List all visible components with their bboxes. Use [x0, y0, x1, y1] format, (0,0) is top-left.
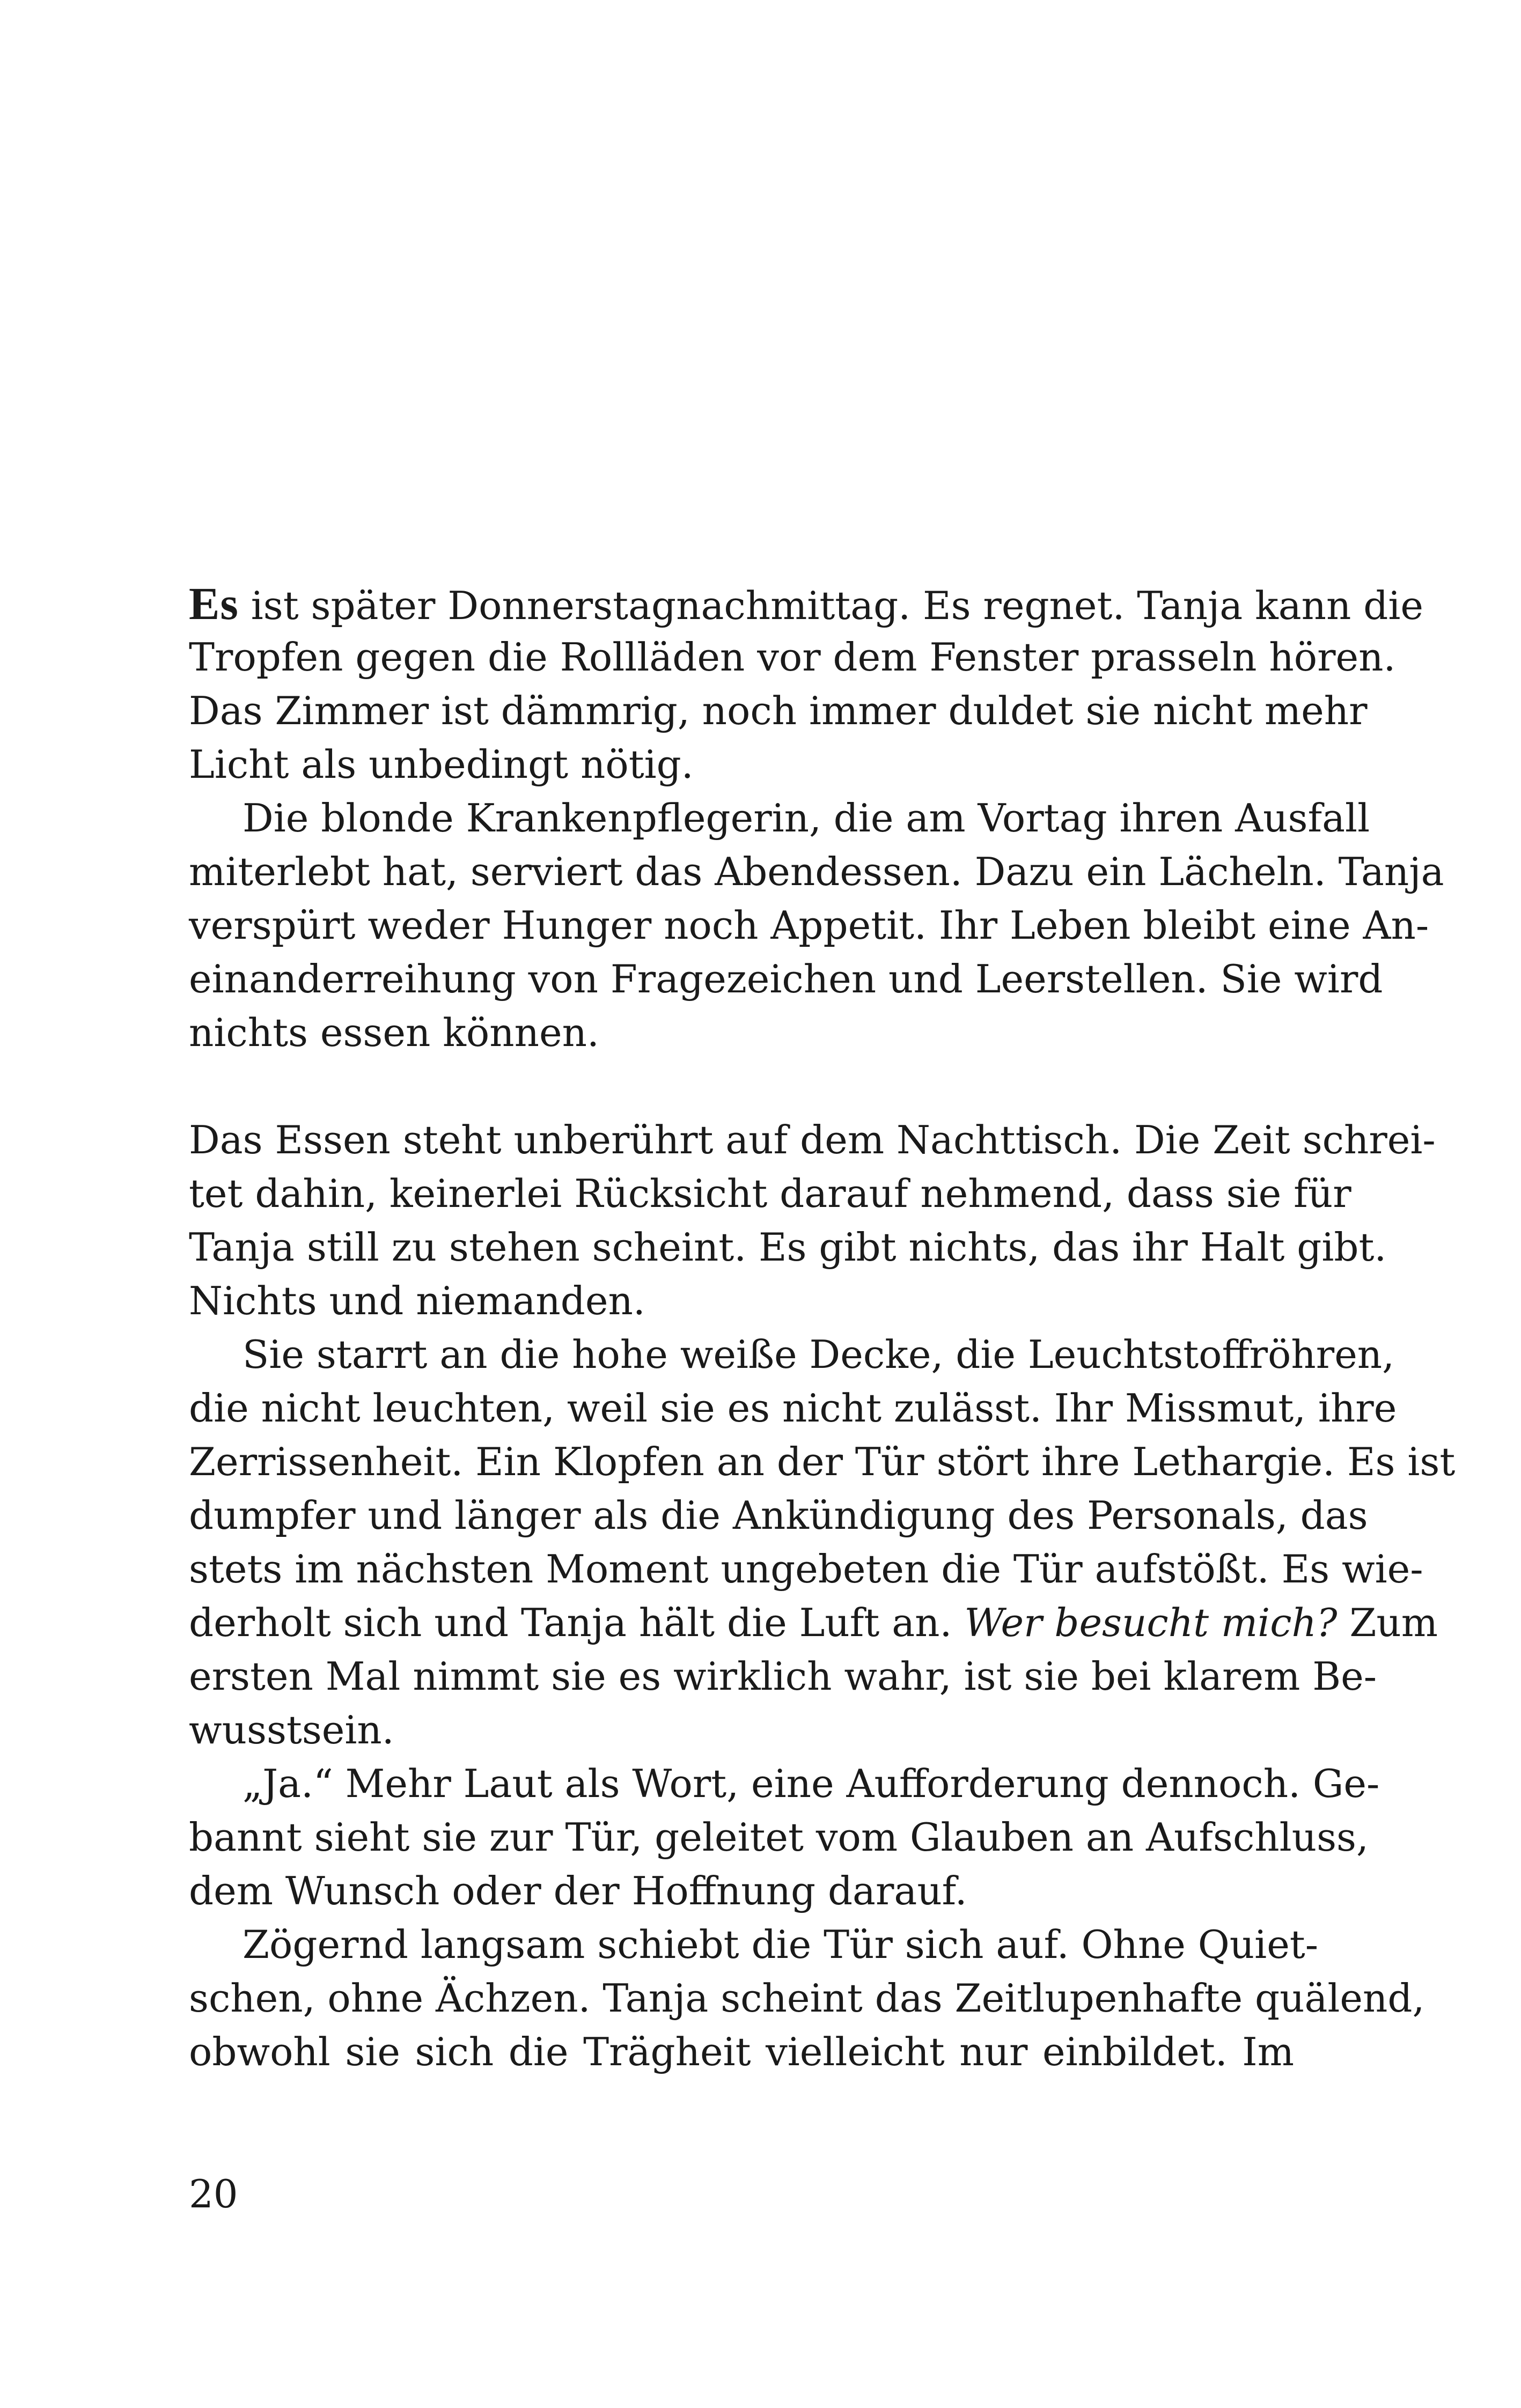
lead-word: Es	[189, 578, 239, 629]
text-line	[189, 845, 1444, 899]
page-number: 20	[189, 2171, 238, 2216]
text-line	[189, 791, 1370, 845]
line-text: Licht als unbedingt nötig.	[189, 742, 694, 787]
text-line	[189, 1596, 1438, 1649]
line-text: Sie starrt an die hohe weiße Decke, die Leuchtstoffröhren,	[243, 1332, 1395, 1377]
line-text: Das Zimmer ist dämmrig, noch immer duldet sie nicht mehr	[189, 688, 1368, 733]
paragraph-gap	[189, 1059, 1294, 1113]
line-text: verspürt weder Hunger noch Appetit. Ihr Leben bleibt eine An-	[189, 903, 1429, 948]
text-line	[189, 1489, 1368, 1542]
text-line	[189, 1328, 1395, 1381]
text-line	[189, 1703, 1294, 1757]
line-text: Die blonde Krankenpflegerin, die am Vortag ihren Ausfall	[243, 796, 1370, 841]
body-text	[189, 577, 1456, 2079]
text-line	[189, 1274, 1294, 1328]
text-line	[189, 1381, 1397, 1435]
text-line	[189, 1542, 1423, 1596]
text-line	[189, 1810, 1369, 1864]
line-text: derholt sich und Tanja hält die Luft an.	[189, 1600, 965, 1645]
paragraph	[189, 1113, 1436, 1328]
text-line	[189, 577, 1424, 630]
line-text: wusstsein.	[189, 1707, 394, 1752]
text-line	[189, 1918, 1319, 1971]
line-text: einanderreihung von Fragezeichen und Leerstellen. Sie wird	[189, 956, 1383, 1002]
line-text: tet dahin, keinerlei Rücksicht darauf nehmend, dass sie für	[189, 1171, 1351, 1216]
text-line	[189, 1864, 1294, 1918]
text-line	[189, 1220, 1387, 1274]
paragraph	[189, 1757, 1380, 1918]
line-text: Zögernd langsam schiebt die Tür sich auf. Ohne Quiet-	[243, 1922, 1319, 1967]
line-text: Zerrissenheit. Ein Klopfen an der Tür stört ihre Lethargie. Es ist	[189, 1439, 1456, 1484]
paragraph	[189, 1328, 1456, 1757]
text-line	[189, 2025, 1294, 2079]
line-text: dumpfer und länger als die Ankündigung des Personals, das	[189, 1493, 1368, 1538]
line-text: dem Wunsch oder der Hoffnung darauf.	[189, 1868, 967, 1913]
text-line	[189, 899, 1429, 952]
line-text: nichts essen können.	[189, 1010, 599, 1055]
line-text: obwohl sie sich die Trägheit vielleicht nur einbildet. Im	[189, 2029, 1294, 2074]
text-line	[189, 684, 1368, 738]
line-text: ersten Mal nimmt sie es wirklich wahr, ist sie bei klarem Be-	[189, 1654, 1377, 1699]
paragraph	[189, 791, 1444, 1059]
line-text: Nichts und niemanden.	[189, 1278, 645, 1323]
text-line	[189, 1649, 1377, 1703]
text-line	[189, 630, 1396, 684]
text-line	[189, 1757, 1380, 1810]
line-text: bannt sieht sie zur Tür, geleitet vom Glauben an Aufschluss,	[189, 1815, 1369, 1860]
text-line	[189, 738, 1294, 791]
line-text: Tropfen gegen die Rollläden vor dem Fenster prasseln hören.	[189, 635, 1396, 680]
line-text: schen, ohne Ächzen. Tanja scheint das Zeitlupenhafte quälend,	[189, 1976, 1425, 2021]
italic-thought: Wer besucht mich?	[964, 1600, 1338, 1645]
line-text: Zum	[1337, 1600, 1438, 1645]
line-text: Tanja still zu stehen scheint. Es gibt nichts, das ihr Halt gibt.	[189, 1225, 1387, 1270]
line-text: Das Essen steht unberührt auf dem Nachttisch. Die Zeit schrei-	[189, 1117, 1436, 1162]
line-text: die nicht leuchten, weil sie es nicht zulässt. Ihr Missmut, ihre	[189, 1386, 1397, 1431]
text-line	[189, 952, 1383, 1006]
paragraph	[189, 577, 1424, 791]
paragraph	[189, 1918, 1425, 2079]
text-line	[189, 1435, 1456, 1489]
text-line	[189, 1113, 1436, 1167]
line-text: miterlebt hat, serviert das Abendessen. Dazu ein Lächeln. Tanja	[189, 849, 1444, 894]
line-text: stets im nächsten Moment ungebeten die Tür aufstößt. Es wie-	[189, 1547, 1423, 1592]
text-line	[189, 1167, 1351, 1220]
line-text: ist später Donnerstagnachmittag. Es regnet. Tanja kann die	[238, 583, 1424, 628]
text-line	[189, 1006, 1294, 1059]
line-text: „Ja.“ Mehr Laut als Wort, eine Aufforderung dennoch. Ge-	[243, 1761, 1380, 1806]
text-line	[189, 1971, 1425, 2025]
